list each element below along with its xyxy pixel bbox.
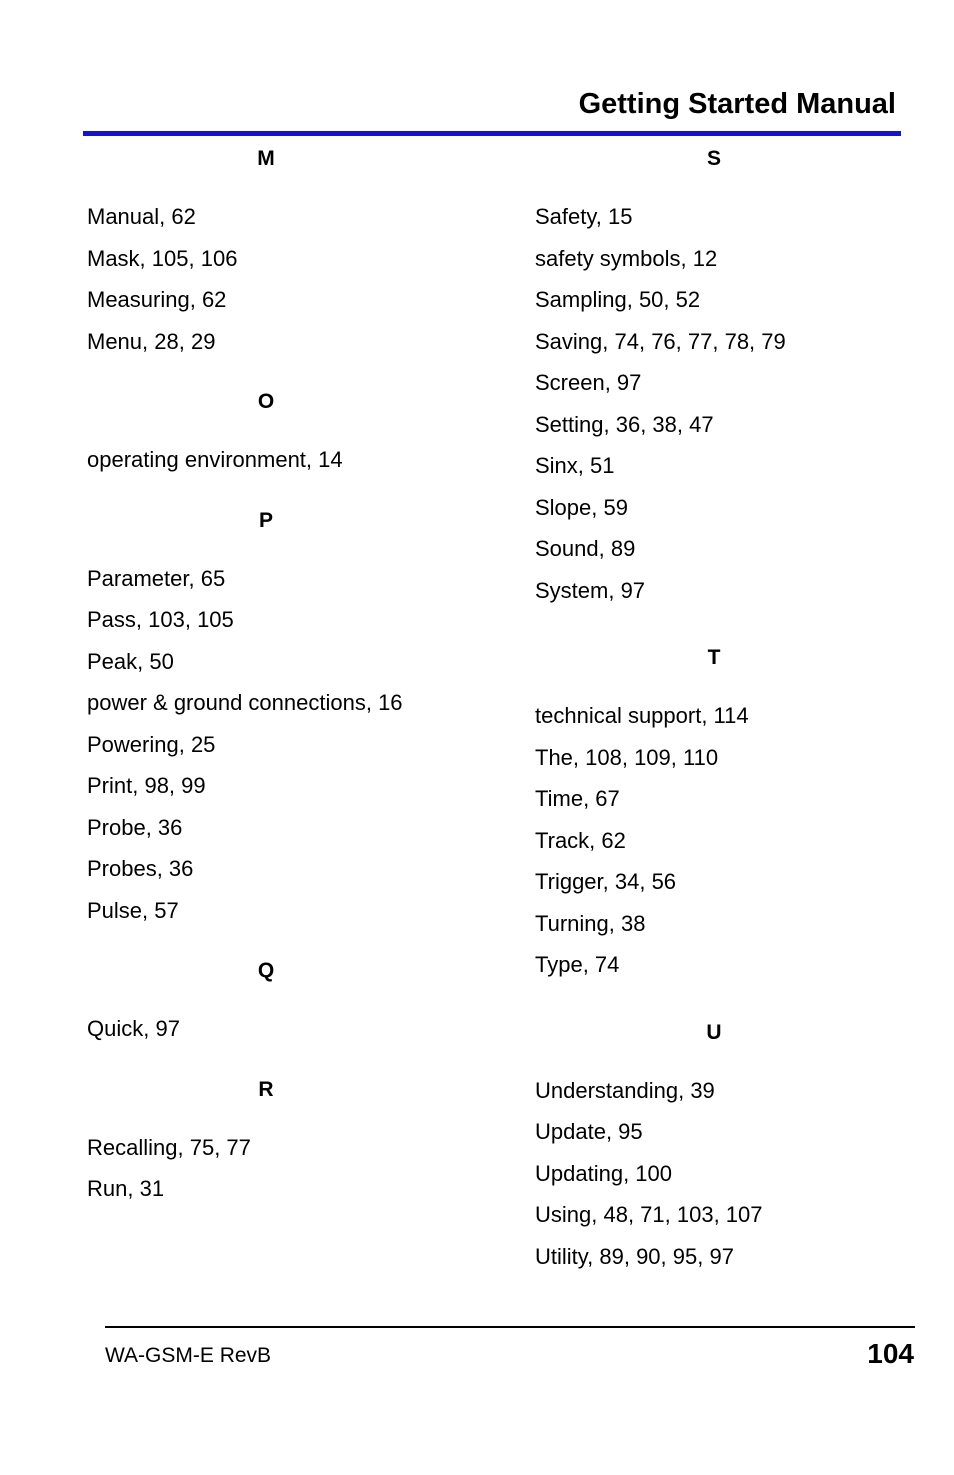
index-entry: Time, 67 [535,786,620,811]
index-entry: Using, 48, 71, 103, 107 [535,1202,763,1227]
index-entry: technical support, 114 [535,703,749,728]
footer-doc-code: WA-GSM-E RevB [105,1344,272,1367]
index-entry: Slope, 59 [535,494,628,520]
index-section-m [87,142,487,362]
index-entry: power & ground connections, 16 [87,690,403,715]
index-entry: Recalling, 75, 77 [87,1134,251,1160]
index-entry: Parameter, 65 [87,565,226,591]
index-entry: Track, 62 [535,827,626,853]
index-entry: Updating, 100 [535,1160,672,1186]
index-entry: Update, 95 [535,1119,643,1144]
index-section-t [535,641,935,986]
index-entry: Mask, 105, 106 [87,245,238,271]
header-divider [83,131,901,136]
index-letter-heading: P [258,508,273,532]
index-entry: Manual, 62 [87,204,196,229]
index-entry: Saving, 74, 76, 77, 78, 79 [535,328,786,354]
index-entry: System, 97 [535,577,646,603]
index-letter-heading: O [257,390,275,413]
index-entry: Safety, 15 [535,204,633,229]
index-entry: Powering, 25 [87,731,216,757]
index-entry: The, 108, 109, 110 [535,744,719,770]
index-entry: Trigger, 34, 56 [535,869,677,894]
index-entry: Pass, 103, 105 [87,607,234,632]
index-entry: Type, 74 [535,952,620,977]
index-section-o [87,385,487,481]
index-section-s [535,142,935,611]
index-entry: Turning, 38 [535,910,646,936]
page-header-title: Getting Started Manual [578,88,896,120]
index-letter-heading: S [706,147,721,170]
index-entry: Sampling, 50, 52 [535,287,701,312]
index-entry: Setting, 36, 38, 47 [535,411,714,437]
index-letter-heading: U [706,1020,722,1044]
index-entry: Run, 31 [87,1176,165,1201]
index-entry: Probe, 36 [87,814,183,840]
index-entry: Pulse, 57 [87,897,179,923]
index-entry: Measuring, 62 [87,287,227,312]
index-entry: Print, 98, 99 [87,773,206,798]
index-section-u [535,1016,935,1278]
index-section-p [87,504,487,932]
index-column-left [87,142,487,1210]
index-section-r [87,1073,487,1210]
index-entry: Quick, 97 [87,1016,180,1041]
index-section-q [87,954,487,1050]
index-entry: Sound, 89 [535,536,636,561]
footer-divider [105,1326,915,1328]
index-letter-heading: Q [257,959,275,982]
index-entry: Screen, 97 [535,370,642,395]
index-entry: operating environment, 14 [87,447,343,472]
index-letter-heading: T [707,646,721,669]
footer-page-number: 104 [867,1338,914,1369]
index-letter-heading: R [258,1077,274,1101]
index-entry: Menu, 28, 29 [87,328,216,354]
index-entry: Peak, 50 [87,648,174,674]
index-entry: Understanding, 39 [535,1077,715,1103]
index-entry: Sinx, 51 [535,453,615,478]
index-entry: Utility, 89, 90, 95, 97 [535,1243,734,1269]
index-letter-heading: M [257,147,275,170]
index-column-right [535,142,935,1277]
index-entry: safety symbols, 12 [535,245,718,271]
index-entry: Probes, 36 [87,856,194,881]
